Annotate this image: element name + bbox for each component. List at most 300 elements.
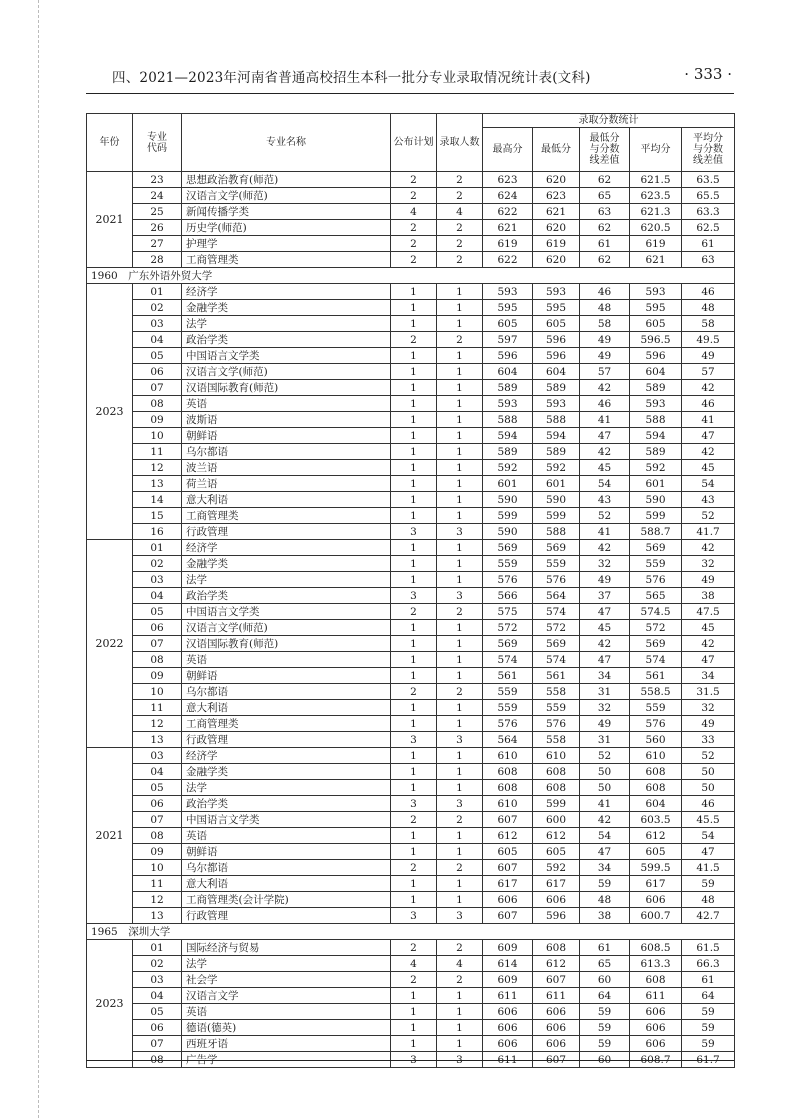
cell-plan: 1 xyxy=(391,828,437,844)
cell-min_diff: 37 xyxy=(580,588,630,604)
cell-min: 606 xyxy=(533,1020,580,1036)
cell-avg: 572 xyxy=(630,620,682,636)
cell-min: 606 xyxy=(533,1036,580,1052)
cell-min: 592 xyxy=(533,460,580,476)
table-row xyxy=(87,220,735,236)
table-row xyxy=(87,812,735,828)
cell-avg: 576 xyxy=(630,716,682,732)
cell-avg_diff: 41 xyxy=(682,412,735,428)
header-name: 专业名称 xyxy=(182,114,391,172)
cell-min: 621 xyxy=(533,204,580,220)
cell-admitted: 1 xyxy=(437,988,483,1004)
header-avg-diff-line-3: 线差值 xyxy=(693,155,724,166)
header-code xyxy=(133,114,182,172)
cell-plan: 2 xyxy=(391,220,437,236)
cell-min_diff: 47 xyxy=(580,604,630,620)
cell-code: 12 xyxy=(133,716,182,732)
cell-avg: 593 xyxy=(630,284,682,300)
cell-plan: 1 xyxy=(391,508,437,524)
table-row xyxy=(87,316,735,332)
cell-admitted: 2 xyxy=(437,332,483,348)
cell-name: 经济学 xyxy=(182,284,391,300)
cell-min_diff: 47 xyxy=(580,428,630,444)
cell-name: 法学 xyxy=(182,956,391,972)
cell-code: 28 xyxy=(133,252,182,268)
cell-name: 英语 xyxy=(182,828,391,844)
cell-min: 596 xyxy=(533,332,580,348)
cell-max: 589 xyxy=(483,380,533,396)
cell-admitted: 1 xyxy=(437,444,483,460)
cell-admitted: 1 xyxy=(437,476,483,492)
cell-admitted: 2 xyxy=(437,684,483,700)
cell-code: 12 xyxy=(133,460,182,476)
cell-min_diff: 49 xyxy=(580,348,630,364)
cell-name: 中国语言文学类 xyxy=(182,604,391,620)
cell-avg_diff: 31.5 xyxy=(682,684,735,700)
table-row xyxy=(87,844,735,860)
page-number: · 333 · xyxy=(684,65,732,83)
cell-min_diff: 42 xyxy=(580,380,630,396)
table-row xyxy=(87,460,735,476)
cell-max: 590 xyxy=(483,492,533,508)
cell-name: 经济学 xyxy=(182,540,391,556)
cell-admitted: 1 xyxy=(437,316,483,332)
cell-admitted: 1 xyxy=(437,764,483,780)
cell-admitted: 1 xyxy=(437,652,483,668)
cell-code: 10 xyxy=(133,860,182,876)
cell-name: 工商管理类 xyxy=(182,716,391,732)
cell-code: 16 xyxy=(133,524,182,540)
cell-avg_diff: 41.5 xyxy=(682,860,735,876)
cell-max: 590 xyxy=(483,524,533,540)
cell-min: 593 xyxy=(533,284,580,300)
cell-min: 600 xyxy=(533,812,580,828)
cell-plan: 1 xyxy=(391,1020,437,1036)
cell-max: 576 xyxy=(483,572,533,588)
cell-admitted: 1 xyxy=(437,412,483,428)
cell-name: 历史学(师范) xyxy=(182,220,391,236)
cell-min_diff: 42 xyxy=(580,540,630,556)
cell-min_diff: 46 xyxy=(580,284,630,300)
cell-code: 04 xyxy=(133,988,182,1004)
table-row xyxy=(87,956,735,972)
cell-avg: 558.5 xyxy=(630,684,682,700)
table-row xyxy=(87,620,735,636)
cell-code: 24 xyxy=(133,188,182,204)
cell-max: 596 xyxy=(483,348,533,364)
table-row xyxy=(87,236,735,252)
cell-plan: 2 xyxy=(391,172,437,188)
cell-plan: 4 xyxy=(391,204,437,220)
cell-min: 606 xyxy=(533,892,580,908)
cell-name: 工商管理类 xyxy=(182,508,391,524)
year-cell: 2023 xyxy=(87,284,133,540)
cell-min_diff: 62 xyxy=(580,220,630,236)
cell-avg_diff: 47.5 xyxy=(682,604,735,620)
table-row xyxy=(87,972,735,988)
header-min-diff xyxy=(580,128,630,172)
year-cell: 2022 xyxy=(87,540,133,748)
cell-min: 608 xyxy=(533,940,580,956)
header-min-diff-line-1: 最低分 xyxy=(589,133,620,144)
cell-name: 政治学类 xyxy=(182,796,391,812)
cell-avg: 561 xyxy=(630,668,682,684)
cell-plan: 1 xyxy=(391,428,437,444)
cell-min: 620 xyxy=(533,220,580,236)
cell-min: 559 xyxy=(533,700,580,716)
table-row xyxy=(87,300,735,316)
cell-admitted: 1 xyxy=(437,492,483,508)
cell-max: 559 xyxy=(483,700,533,716)
cell-code: 07 xyxy=(133,1036,182,1052)
cell-max: 621 xyxy=(483,220,533,236)
cell-plan: 2 xyxy=(391,812,437,828)
table-row xyxy=(87,780,735,796)
cell-avg: 621 xyxy=(630,252,682,268)
cell-code: 07 xyxy=(133,380,182,396)
cell-min_diff: 52 xyxy=(580,748,630,764)
cell-plan: 2 xyxy=(391,236,437,252)
cell-plan: 1 xyxy=(391,460,437,476)
cell-name: 意大利语 xyxy=(182,700,391,716)
cell-code: 05 xyxy=(133,604,182,620)
cell-admitted: 1 xyxy=(437,300,483,316)
cell-name: 西班牙语 xyxy=(182,1036,391,1052)
cell-min_diff: 41 xyxy=(580,524,630,540)
cell-plan: 1 xyxy=(391,556,437,572)
cell-plan: 3 xyxy=(391,588,437,604)
cell-max: 606 xyxy=(483,1020,533,1036)
cell-admitted: 1 xyxy=(437,460,483,476)
header-code-line-2: 代码 xyxy=(147,142,167,154)
cell-avg: 610 xyxy=(630,748,682,764)
cell-admitted: 1 xyxy=(437,348,483,364)
cell-max: 572 xyxy=(483,620,533,636)
cell-name: 护理学 xyxy=(182,236,391,252)
cell-min: 612 xyxy=(533,828,580,844)
cell-code: 11 xyxy=(133,444,182,460)
cell-avg: 623.5 xyxy=(630,188,682,204)
cell-avg: 606 xyxy=(630,892,682,908)
cell-avg: 599.5 xyxy=(630,860,682,876)
cell-name: 金融学类 xyxy=(182,556,391,572)
cell-avg_diff: 52 xyxy=(682,748,735,764)
cell-plan: 2 xyxy=(391,332,437,348)
cell-min: 596 xyxy=(533,348,580,364)
cell-name: 英语 xyxy=(182,1004,391,1020)
cell-avg: 592 xyxy=(630,460,682,476)
cell-code: 13 xyxy=(133,476,182,492)
table-row xyxy=(87,444,735,460)
cell-plan: 1 xyxy=(391,380,437,396)
cell-avg_diff: 42.7 xyxy=(682,908,735,924)
cell-admitted: 2 xyxy=(437,812,483,828)
cell-admitted: 1 xyxy=(437,876,483,892)
cell-avg_diff: 45.5 xyxy=(682,812,735,828)
cell-min: 599 xyxy=(533,508,580,524)
cell-name: 思想政治教育(师范) xyxy=(182,172,391,188)
table-row xyxy=(87,172,735,188)
cell-admitted: 3 xyxy=(437,524,483,540)
cell-avg: 605 xyxy=(630,844,682,860)
cell-max: 593 xyxy=(483,284,533,300)
cell-max: 606 xyxy=(483,1004,533,1020)
cell-min: 607 xyxy=(533,1052,580,1068)
cell-avg: 589 xyxy=(630,444,682,460)
cell-code: 07 xyxy=(133,636,182,652)
cell-min_diff: 59 xyxy=(580,1020,630,1036)
cell-name: 汉语国际教育(师范) xyxy=(182,380,391,396)
cell-plan: 1 xyxy=(391,492,437,508)
cell-avg: 565 xyxy=(630,588,682,604)
cell-max: 561 xyxy=(483,668,533,684)
cell-avg: 612 xyxy=(630,828,682,844)
cell-min_diff: 41 xyxy=(580,796,630,812)
cell-name: 荷兰语 xyxy=(182,476,391,492)
cell-admitted: 1 xyxy=(437,396,483,412)
table-row xyxy=(87,284,735,300)
cell-min_diff: 45 xyxy=(580,620,630,636)
cell-name: 中国语言文学类 xyxy=(182,348,391,364)
cell-min_diff: 52 xyxy=(580,508,630,524)
cell-avg_diff: 61 xyxy=(682,236,735,252)
cell-max: 610 xyxy=(483,796,533,812)
cell-name: 汉语言文学(师范) xyxy=(182,620,391,636)
cell-avg: 559 xyxy=(630,556,682,572)
bottom-rule xyxy=(86,1060,734,1061)
cell-admitted: 1 xyxy=(437,828,483,844)
cell-avg: 588 xyxy=(630,412,682,428)
cell-avg_diff: 52 xyxy=(682,508,735,524)
year-cell: 2023 xyxy=(87,940,133,1068)
cell-name: 行政管理 xyxy=(182,908,391,924)
university-row xyxy=(87,924,735,940)
cell-min_diff: 65 xyxy=(580,956,630,972)
cell-name: 金融学类 xyxy=(182,764,391,780)
cell-max: 624 xyxy=(483,188,533,204)
cell-min: 569 xyxy=(533,540,580,556)
cell-code: 09 xyxy=(133,844,182,860)
table-row xyxy=(87,1020,735,1036)
cell-max: 617 xyxy=(483,876,533,892)
cell-max: 619 xyxy=(483,236,533,252)
cell-max: 609 xyxy=(483,972,533,988)
cell-admitted: 1 xyxy=(437,748,483,764)
cell-min: 561 xyxy=(533,668,580,684)
cell-avg: 620.5 xyxy=(630,220,682,236)
cell-min: 607 xyxy=(533,972,580,988)
cell-code: 05 xyxy=(133,1004,182,1020)
cell-code: 14 xyxy=(133,492,182,508)
cell-avg_diff: 47 xyxy=(682,844,735,860)
cell-avg_diff: 66.3 xyxy=(682,956,735,972)
cell-name: 金融学类 xyxy=(182,300,391,316)
cell-code: 08 xyxy=(133,1052,182,1068)
cell-avg: 619 xyxy=(630,236,682,252)
cell-avg: 601 xyxy=(630,476,682,492)
table-row xyxy=(87,380,735,396)
cell-code: 02 xyxy=(133,556,182,572)
cell-plan: 1 xyxy=(391,316,437,332)
cell-admitted: 4 xyxy=(437,956,483,972)
cell-name: 汉语国际教育(师范) xyxy=(182,636,391,652)
cell-avg: 559 xyxy=(630,700,682,716)
cell-code: 13 xyxy=(133,732,182,748)
cell-avg_diff: 32 xyxy=(682,556,735,572)
cell-admitted: 1 xyxy=(437,844,483,860)
cell-max: 606 xyxy=(483,1036,533,1052)
cell-max: 605 xyxy=(483,844,533,860)
cell-min: 564 xyxy=(533,588,580,604)
cell-name: 德语(德英) xyxy=(182,1020,391,1036)
cell-admitted: 1 xyxy=(437,540,483,556)
cell-name: 广告学 xyxy=(182,1052,391,1068)
cell-min: 608 xyxy=(533,780,580,796)
cell-min: 576 xyxy=(533,572,580,588)
cell-max: 595 xyxy=(483,300,533,316)
cell-avg_diff: 33 xyxy=(682,732,735,748)
cell-min_diff: 42 xyxy=(580,812,630,828)
cell-avg_diff: 58 xyxy=(682,316,735,332)
cell-code: 03 xyxy=(133,972,182,988)
cell-avg: 613.3 xyxy=(630,956,682,972)
cell-min_diff: 45 xyxy=(580,460,630,476)
cell-code: 09 xyxy=(133,668,182,684)
cell-admitted: 2 xyxy=(437,172,483,188)
table-row xyxy=(87,796,735,812)
cell-max: 599 xyxy=(483,508,533,524)
cell-code: 01 xyxy=(133,940,182,956)
cell-name: 政治学类 xyxy=(182,588,391,604)
cell-max: 606 xyxy=(483,892,533,908)
cell-avg: 569 xyxy=(630,540,682,556)
cell-min_diff: 31 xyxy=(580,684,630,700)
cell-min_diff: 65 xyxy=(580,188,630,204)
cell-avg: 608 xyxy=(630,764,682,780)
cell-min_diff: 32 xyxy=(580,556,630,572)
binding-margin-line xyxy=(38,0,39,1118)
cell-avg: 606 xyxy=(630,1036,682,1052)
cell-min: 588 xyxy=(533,412,580,428)
cell-plan: 1 xyxy=(391,1036,437,1052)
cell-max: 569 xyxy=(483,540,533,556)
cell-avg: 596 xyxy=(630,348,682,364)
cell-min: 619 xyxy=(533,236,580,252)
cell-max: 607 xyxy=(483,908,533,924)
cell-avg_diff: 63.3 xyxy=(682,204,735,220)
cell-max: 566 xyxy=(483,588,533,604)
cell-avg_diff: 45 xyxy=(682,620,735,636)
cell-plan: 1 xyxy=(391,652,437,668)
cell-avg: 590 xyxy=(630,492,682,508)
table-row xyxy=(87,764,735,780)
cell-admitted: 2 xyxy=(437,860,483,876)
cell-avg: 589 xyxy=(630,380,682,396)
cell-max: 594 xyxy=(483,428,533,444)
table-row xyxy=(87,492,735,508)
cell-admitted: 1 xyxy=(437,668,483,684)
cell-max: 622 xyxy=(483,252,533,268)
cell-min_diff: 58 xyxy=(580,316,630,332)
cell-min_diff: 47 xyxy=(580,652,630,668)
cell-max: 608 xyxy=(483,764,533,780)
cell-plan: 3 xyxy=(391,796,437,812)
table-row xyxy=(87,604,735,620)
cell-plan: 2 xyxy=(391,684,437,700)
cell-avg_diff: 38 xyxy=(682,588,735,604)
cell-max: 604 xyxy=(483,364,533,380)
cell-admitted: 2 xyxy=(437,604,483,620)
cell-name: 工商管理类(会计学院) xyxy=(182,892,391,908)
cell-plan: 2 xyxy=(391,604,437,620)
cell-avg_diff: 49 xyxy=(682,716,735,732)
table-row xyxy=(87,828,735,844)
cell-name: 朝鲜语 xyxy=(182,844,391,860)
cell-plan: 1 xyxy=(391,844,437,860)
cell-plan: 1 xyxy=(391,764,437,780)
cell-max: 601 xyxy=(483,476,533,492)
cell-avg: 606 xyxy=(630,1004,682,1020)
cell-code: 04 xyxy=(133,764,182,780)
cell-min: 612 xyxy=(533,956,580,972)
table-row xyxy=(87,636,735,652)
header-avg-diff xyxy=(682,128,735,172)
header-score-group: 录取分数统计 xyxy=(483,114,735,128)
cell-min_diff: 42 xyxy=(580,444,630,460)
cell-avg: 569 xyxy=(630,636,682,652)
cell-min_diff: 50 xyxy=(580,764,630,780)
cell-avg: 593 xyxy=(630,396,682,412)
cell-name: 法学 xyxy=(182,316,391,332)
cell-name: 行政管理 xyxy=(182,732,391,748)
cell-avg: 603.5 xyxy=(630,812,682,828)
table-row xyxy=(87,252,735,268)
header-avg-diff-line-1: 平均分 xyxy=(693,133,724,144)
cell-min: 608 xyxy=(533,764,580,780)
cell-min: 611 xyxy=(533,988,580,1004)
cell-max: 611 xyxy=(483,988,533,1004)
table-row xyxy=(87,588,735,604)
cell-admitted: 1 xyxy=(437,1004,483,1020)
cell-min: 601 xyxy=(533,476,580,492)
cell-plan: 3 xyxy=(391,1052,437,1068)
cell-min: 559 xyxy=(533,556,580,572)
university-name: 1960 广东外语外贸大学 xyxy=(87,268,735,284)
cell-code: 07 xyxy=(133,812,182,828)
cell-admitted: 1 xyxy=(437,780,483,796)
header-rule xyxy=(86,93,734,94)
cell-avg: 608.7 xyxy=(630,1052,682,1068)
cell-avg: 611 xyxy=(630,988,682,1004)
cell-min: 558 xyxy=(533,684,580,700)
cell-min: 605 xyxy=(533,844,580,860)
cell-admitted: 1 xyxy=(437,1036,483,1052)
cell-plan: 1 xyxy=(391,444,437,460)
admission-table xyxy=(86,113,735,1068)
cell-code: 04 xyxy=(133,332,182,348)
cell-max: 564 xyxy=(483,732,533,748)
cell-admitted: 2 xyxy=(437,252,483,268)
cell-avg: 595 xyxy=(630,300,682,316)
cell-admitted: 1 xyxy=(437,508,483,524)
cell-admitted: 2 xyxy=(437,972,483,988)
table-row xyxy=(87,508,735,524)
cell-min_diff: 34 xyxy=(580,668,630,684)
cell-admitted: 1 xyxy=(437,620,483,636)
header-avg: 平均分 xyxy=(630,128,682,172)
cell-admitted: 2 xyxy=(437,220,483,236)
cell-avg_diff: 42 xyxy=(682,380,735,396)
